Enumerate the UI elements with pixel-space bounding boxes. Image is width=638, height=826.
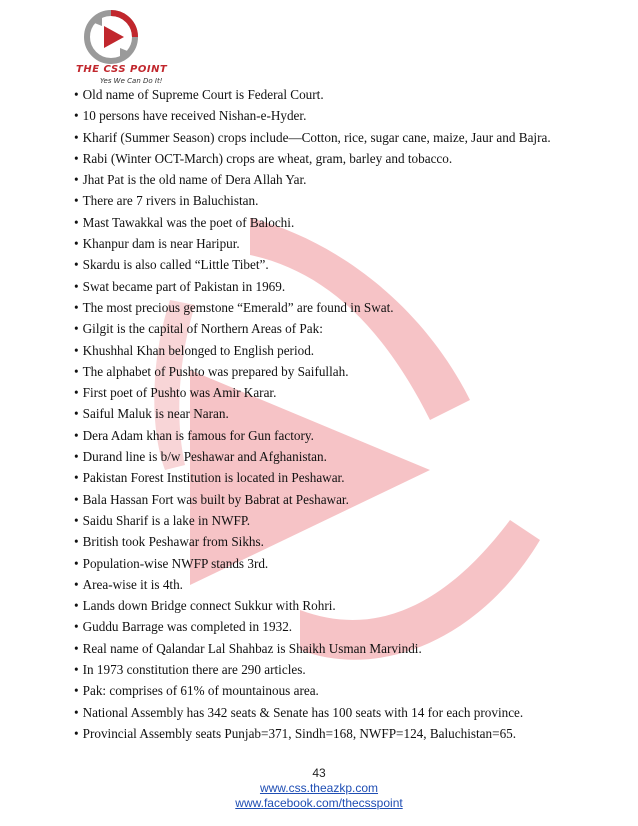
fact-text: Pak: comprises of 61% of mountainous area. <box>82 683 319 699</box>
fact-text: Lands down Bridge connect Sukkur with Rohri. <box>82 598 336 614</box>
logo-play-icon <box>84 10 138 64</box>
fact-text: Area-wise it is 4th. <box>82 576 183 592</box>
fact-text: Bala Hassan Fort was built by Babrat at Peshawar. <box>82 491 349 507</box>
bullet: • <box>74 470 79 486</box>
bullet: • <box>74 278 79 294</box>
fact-text: First poet of Pushto was Amir Karar. <box>82 385 277 401</box>
bullet: • <box>74 406 79 422</box>
fact-text: Provincial Assembly seats Punjab=371, Sindh=168, NWFP=124, Baluchistan=65. <box>82 725 517 741</box>
bullet: • <box>74 299 79 315</box>
fact-text: British took Peshawar from Sikhs. <box>82 534 264 550</box>
list-item <box>74 254 551 275</box>
list-item <box>74 361 551 382</box>
logo-tagline: Yes We Can Do It! <box>100 77 163 85</box>
list-item <box>74 489 551 510</box>
fact-text: Pakistan Forest Institution is located in Peshawar. <box>82 470 345 486</box>
fact-text: Durand line is b/w Peshawar and Afghanistan. <box>82 449 327 465</box>
fact-text: Mast Tawakkal was the poet of Balochi. <box>82 214 295 230</box>
fact-text: In 1973 constitution there are 290 articles. <box>82 662 306 678</box>
list-item <box>74 169 551 190</box>
list-item <box>74 318 551 339</box>
list-item <box>74 105 551 126</box>
fact-text: Swat became part of Pakistan in 1969. <box>82 278 286 294</box>
bullet: • <box>74 321 79 337</box>
list-item <box>74 297 551 318</box>
website-link[interactable]: www.css.theazkp.com <box>259 781 379 795</box>
list-item <box>74 446 551 467</box>
fact-text: Guddu Barrage was completed in 1932. <box>82 619 293 635</box>
fact-text: Saiful Maluk is near Naran. <box>82 406 229 422</box>
bullet: • <box>74 236 79 252</box>
fact-text: The alphabet of Pushto was prepared by Saifullah. <box>82 363 349 379</box>
bullet: • <box>74 449 79 465</box>
fact-text: Population-wise NWFP stands 3rd. <box>82 555 269 571</box>
list-item <box>74 723 551 744</box>
facts-list <box>74 84 551 744</box>
list-item <box>74 425 551 446</box>
bullet: • <box>74 257 79 273</box>
fact-text: There are 7 rivers in Baluchistan. <box>82 193 259 209</box>
bullet: • <box>74 491 79 507</box>
list-item <box>74 510 551 531</box>
bullet: • <box>74 725 79 741</box>
fact-text: 10 persons have received Nishan-e-Hyder. <box>82 108 307 124</box>
list-item <box>74 340 551 361</box>
bullet: • <box>74 619 79 635</box>
list-item <box>74 233 551 254</box>
bullet: • <box>74 704 79 720</box>
bullet: • <box>74 576 79 592</box>
list-item <box>74 574 551 595</box>
list-item <box>74 702 551 723</box>
bullet: • <box>74 534 79 550</box>
bullet: • <box>74 640 79 656</box>
bullet: • <box>74 150 79 166</box>
list-item <box>74 659 551 680</box>
logo-title: THE CSS POINT <box>76 64 168 75</box>
list-item <box>74 467 551 488</box>
bullet: • <box>74 598 79 614</box>
bullet: • <box>74 363 79 379</box>
bullet: • <box>74 512 79 528</box>
fact-text: Rabi (Winter OCT-March) crops are wheat, gram, barley and tobacco. <box>82 150 453 166</box>
fact-text: Skardu is also called “Little Tibet”. <box>82 257 269 273</box>
list-item <box>74 531 551 552</box>
fact-text: Khanpur dam is near Haripur. <box>82 236 240 252</box>
bullet: • <box>74 193 79 209</box>
fact-text: Gilgit is the capital of Northern Areas of Pak: <box>82 321 323 337</box>
list-item <box>74 616 551 637</box>
list-item <box>74 553 551 574</box>
bullet: • <box>74 555 79 571</box>
fact-text: Old name of Supreme Court is Federal Court. <box>82 87 324 102</box>
list-item <box>74 595 551 616</box>
fact-text: Kharif (Summer Season) crops include—Cotton, rice, sugar cane, maize, Jaur and Bajra. <box>82 129 551 145</box>
list-item <box>74 127 551 148</box>
facebook-link[interactable]: www.facebook.com/thecsspoint <box>235 796 403 810</box>
list-item <box>74 190 551 211</box>
bullet: • <box>74 427 79 443</box>
bullet: • <box>74 385 79 401</box>
list-item <box>74 638 551 659</box>
bullet: • <box>74 129 79 145</box>
bullet: • <box>74 172 79 188</box>
bullet: • <box>74 108 79 124</box>
fact-text: Jhat Pat is the old name of Dera Allah Yar. <box>82 172 307 188</box>
list-item <box>74 403 551 424</box>
bullet: • <box>74 342 79 358</box>
list-item <box>74 212 551 233</box>
list-item <box>74 680 551 701</box>
fact-text: Real name of Qalandar Lal Shahbaz is Shaikh Usman Marvindi. <box>82 640 422 656</box>
list-item <box>74 382 551 403</box>
bullet: • <box>74 87 79 102</box>
list-item <box>74 148 551 169</box>
fact-text: The most precious gemstone “Emerald” are found in Swat. <box>82 299 394 315</box>
bullet: • <box>74 662 79 678</box>
list-item <box>74 276 551 297</box>
page-number: 43 <box>312 766 326 780</box>
css-point-logo <box>72 8 192 90</box>
fact-text: Dera Adam khan is famous for Gun factory. <box>82 427 314 443</box>
fact-text: Saidu Sharif is a lake in NWFP. <box>82 512 251 528</box>
fact-text: Khushhal Khan belonged to English period. <box>82 342 315 358</box>
fact-text: National Assembly has 342 seats & Senate has 100 seats with 14 for each province. <box>82 704 524 720</box>
bullet: • <box>74 214 79 230</box>
list-item <box>74 84 551 105</box>
bullet: • <box>74 683 79 699</box>
